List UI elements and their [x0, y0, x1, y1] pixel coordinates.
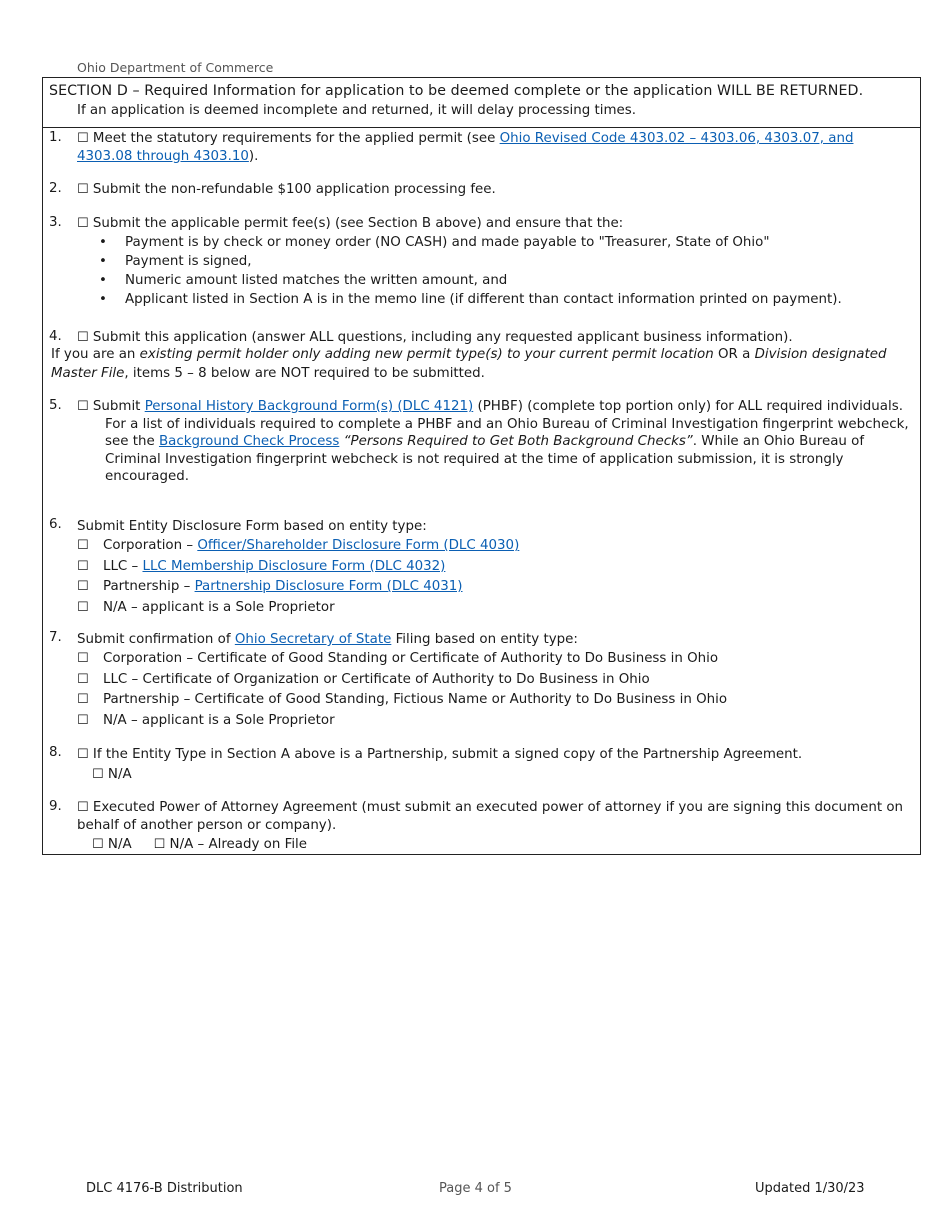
option-label: LLC – Certificate of Organization or Certificate of Authority to Do Business in Ohio — [103, 671, 650, 687]
bullet-item: • Applicant listed in Section A is in the memo line (if different than contact information printed on payment). — [77, 290, 912, 309]
footer-page-number: Page 4 of 5 — [439, 1181, 512, 1196]
checkbox-icon[interactable]: ☐ — [77, 651, 89, 666]
item-text-tail: ). — [248, 148, 259, 164]
note-emphasis: existing permit holder only adding new permit type(s) to your current permit location — [139, 347, 714, 362]
checkbox-icon[interactable]: ☐ — [77, 216, 89, 231]
filing-option-na — [77, 711, 912, 732]
filing-option-corporation — [77, 649, 912, 670]
note-text: If you are an — [51, 347, 140, 362]
item-text: Submit — [92, 399, 145, 414]
na-label: N/A — [107, 837, 132, 852]
footer-updated-date: Updated 1/30/23 — [755, 1181, 865, 1196]
checkbox-icon[interactable]: ☐ — [77, 599, 89, 615]
option-label: Corporation – — [103, 538, 198, 553]
checkbox-icon[interactable]: ☐ — [77, 399, 89, 414]
item-text: Submit the applicable permit fee(s) (see Section B above) and ensure that the: — [92, 216, 624, 231]
checkbox-icon[interactable]: ☐ — [77, 692, 89, 708]
item-text: Submit this application (answer ALL questions, including any requested applicant business information). — [92, 330, 793, 345]
checkbox-icon[interactable]: ☐ — [77, 747, 89, 762]
item-text-part: Filing based on entity type: — [391, 632, 578, 647]
filing-option-partnership — [77, 690, 912, 711]
checkbox-icon[interactable]: ☐ — [77, 182, 89, 197]
ohio-revised-code-link[interactable]: Ohio Revised Code 4303.02 – 4303.06, 4303.07, and 4303.08 through 4303.10 — [77, 131, 854, 164]
entity-option-llc — [77, 557, 912, 578]
item-number: 6. — [49, 517, 62, 532]
checkbox-icon[interactable]: ☐ — [77, 131, 89, 146]
checkbox-icon[interactable]: ☐ — [153, 837, 166, 852]
phbf-link[interactable]: Personal History Background Form(s) (DLC 4121) — [144, 399, 474, 414]
entity-option-corporation — [77, 536, 912, 557]
item-text: Meet the statutory requirements for the applied permit (see — [92, 131, 500, 146]
section-header — [43, 78, 920, 128]
option-label: Partnership – Certificate of Good Standing, Fictious Name or Authority to Do Business in Ohio — [103, 692, 728, 708]
bullet-item: • Payment is signed, — [77, 252, 912, 271]
secretary-of-state-link[interactable]: Ohio Secretary of State — [234, 632, 392, 647]
section-subtitle: If an application is deemed incomplete and returned, it will delay processing times. — [77, 103, 636, 118]
checkbox-icon[interactable]: ☐ — [77, 579, 89, 595]
note-text: , items 5 – 8 below are NOT required to be submitted. — [124, 365, 485, 381]
item-number: 9. — [49, 799, 62, 814]
item-number: 5. — [49, 398, 62, 413]
item-text: If the Entity Type in Section A above is a Partnership, submit a signed copy of the Partnership Agreement. — [92, 747, 803, 762]
item-text: Submit the non-refundable $100 application processing fee. — [92, 182, 496, 197]
option-label: N/A – applicant is a Sole Proprietor — [103, 599, 335, 615]
item-number: 1. — [49, 130, 62, 145]
item-number: 8. — [49, 745, 62, 760]
item-number: 2. — [49, 181, 62, 196]
bullet-item: • Numeric amount listed matches the written amount, and — [77, 271, 912, 290]
note-text: OR a — [713, 347, 755, 362]
na-on-file-label: N/A – Already on File — [169, 837, 308, 852]
item-number: 4. — [49, 329, 62, 344]
option-label: LLC – — [103, 558, 143, 574]
item-number: 3. — [49, 215, 62, 230]
section-d-box — [42, 77, 921, 855]
filing-option-llc — [77, 670, 912, 691]
checkbox-icon[interactable]: ☐ — [77, 712, 89, 728]
bullet-item: • Payment is by check or money order (NO CASH) and made payable to "Treasurer, State of Ohio" — [77, 233, 912, 252]
entity-option-partnership — [77, 577, 912, 598]
existing-holder-note — [51, 346, 912, 383]
checkbox-icon[interactable]: ☐ — [77, 558, 89, 574]
llc-membership-link[interactable]: LLC Membership Disclosure Form (DLC 4032) — [142, 558, 446, 574]
item-text-part: Submit confirmation of — [77, 632, 235, 647]
option-label: Corporation – Certificate of Good Standing or Certificate of Authority to Do Business in Ohio — [103, 651, 719, 666]
partnership-disclosure-link[interactable]: Partnership Disclosure Form (DLC 4031) — [194, 579, 463, 595]
agency-header: Ohio Department of Commerce — [77, 60, 274, 75]
item-text — [77, 630, 912, 649]
item-text: (PHBF) (complete top portion only) for ALL required individuals. — [473, 399, 903, 414]
item-text: Executed Power of Attorney Agreement (must submit an executed power of attorney if you are signing this document on behalf of another person or company). — [77, 800, 904, 833]
payment-requirements-list — [77, 233, 912, 309]
note-text: . While an Ohio Bureau of Criminal Investigation fingerprint webcheck is not required at the time of application submission, it is strongly encouraged. — [105, 434, 865, 484]
note-text: For a list of individuals required to complete a PHBF and an Ohio Bureau of Criminal Investigation fingerprint webcheck, see the — [105, 416, 909, 449]
checkbox-icon[interactable]: ☐ — [77, 800, 89, 815]
checkbox-icon[interactable]: ☐ — [77, 538, 89, 553]
option-label: Partnership – — [103, 579, 195, 595]
note-emphasis: “Persons Required to Get Both Background Checks” — [343, 434, 693, 449]
item-text: Submit Entity Disclosure Form based on entity type: — [77, 519, 427, 534]
background-check-note — [77, 416, 912, 486]
checkbox-icon[interactable]: ☐ — [92, 767, 104, 782]
checkbox-icon[interactable]: ☐ — [77, 330, 89, 345]
footer-form-id: DLC 4176-B Distribution — [86, 1181, 243, 1196]
checkbox-icon[interactable]: ☐ — [92, 837, 104, 852]
background-check-process-link[interactable]: Background Check Process — [158, 434, 340, 449]
item-number: 7. — [49, 630, 62, 645]
checkbox-icon[interactable]: ☐ — [77, 671, 89, 687]
na-label: N/A — [107, 767, 132, 782]
note-emphasis: Division designated Master File — [51, 347, 887, 381]
section-title: SECTION D – Required Information for application to be deemed complete or the application WILL BE RETURNED. — [49, 83, 864, 99]
entity-option-na — [77, 598, 912, 619]
officer-shareholder-link[interactable]: Officer/Shareholder Disclosure Form (DLC 4030) — [197, 538, 520, 553]
option-label: N/A – applicant is a Sole Proprietor — [103, 712, 335, 728]
